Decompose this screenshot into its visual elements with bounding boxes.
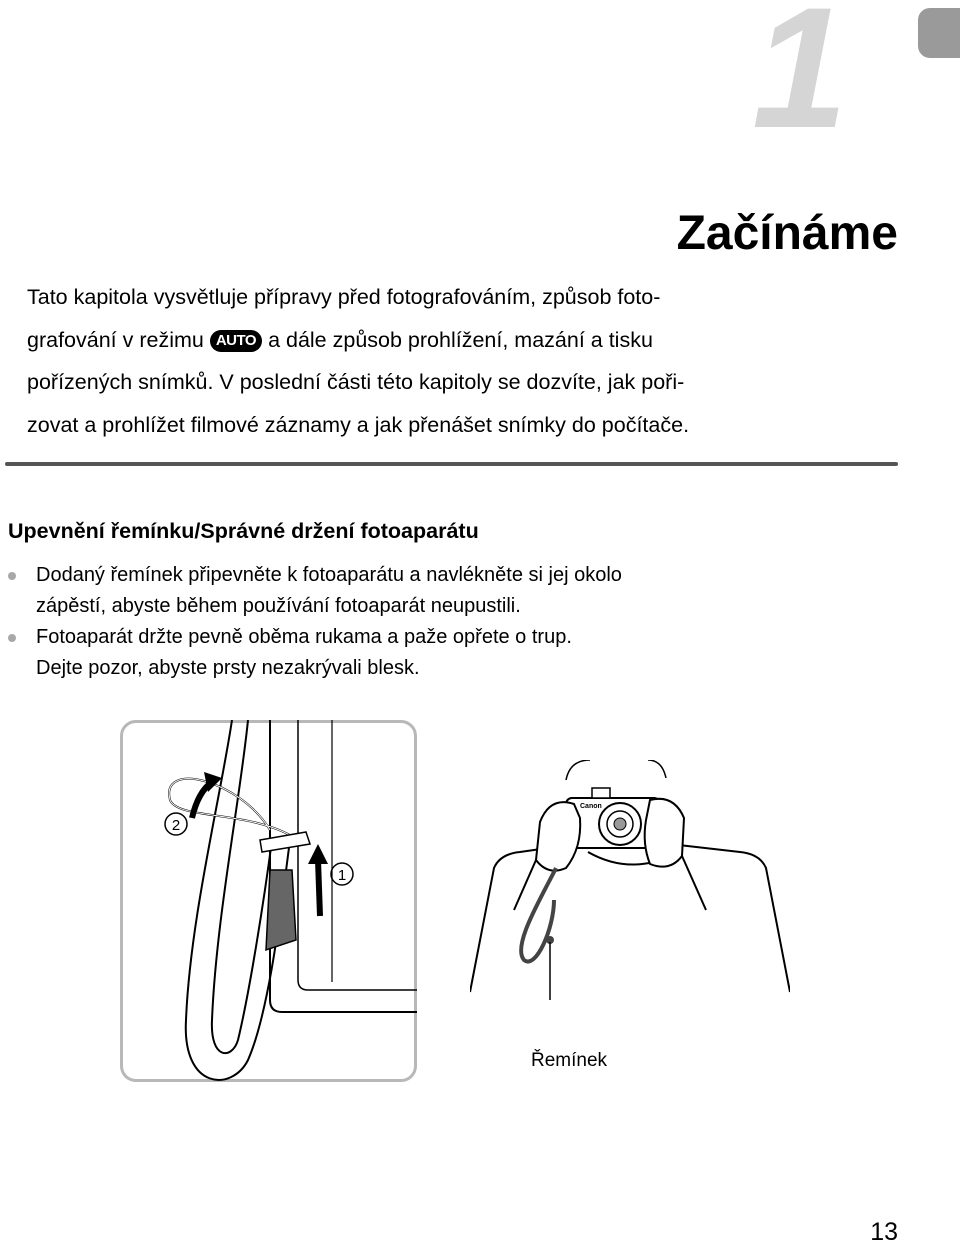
bullet-item bbox=[8, 560, 908, 622]
bullet-dot-icon bbox=[8, 634, 16, 642]
bullet-item bbox=[8, 622, 908, 684]
camera-brand: Canon bbox=[580, 803, 602, 810]
bullet-line: Fotoaparát držte pevně oběma rukama a paže opřete o trup. bbox=[36, 626, 572, 648]
strap-attach-drawing bbox=[120, 720, 417, 1082]
section-title: Upevnění řemínku/Správné držení fotoaparátu bbox=[8, 519, 479, 543]
page-number: 13 bbox=[870, 1218, 898, 1246]
bullet-line: Dejte pozor, abyste prsty nezakrývali blesk. bbox=[36, 657, 420, 679]
step-1-label: 1 bbox=[337, 867, 347, 884]
step-2-label: 2 bbox=[171, 817, 181, 834]
intro-line-3: pořízených snímků. V poslední části této kapitoly se dozvíte, jak poři- bbox=[27, 370, 685, 394]
bullet-dot-icon bbox=[8, 572, 16, 580]
chapter-number: 1 bbox=[752, 0, 848, 164]
intro-line-1: Tato kapitola vysvětluje přípravy před fotografováním, způsob foto- bbox=[27, 285, 661, 309]
intro-line-2b: a dále způsob prohlížení, mazání a tisku bbox=[268, 327, 653, 352]
holding-camera-drawing bbox=[470, 760, 790, 1000]
intro-paragraph bbox=[27, 276, 887, 446]
bullet-line: zápěstí, abyste během používání fotoaparát neupustili. bbox=[36, 595, 521, 617]
strap-label: Řemínek bbox=[531, 1050, 608, 1071]
chapter-tab bbox=[918, 8, 960, 58]
bullet-list bbox=[8, 560, 908, 684]
bullet-line: Dodaný řemínek připevněte k fotoaparátu a navlékněte si jej okolo bbox=[36, 564, 622, 586]
intro-line-4: zovat a prohlížet filmové záznamy a jak přenášet snímky do počítače. bbox=[27, 412, 690, 437]
auto-mode-icon: AUTO bbox=[210, 330, 262, 352]
section-divider bbox=[5, 462, 898, 466]
chapter-title: Začínáme bbox=[676, 207, 898, 260]
intro-line-2a: grafování v režimu bbox=[27, 327, 204, 352]
